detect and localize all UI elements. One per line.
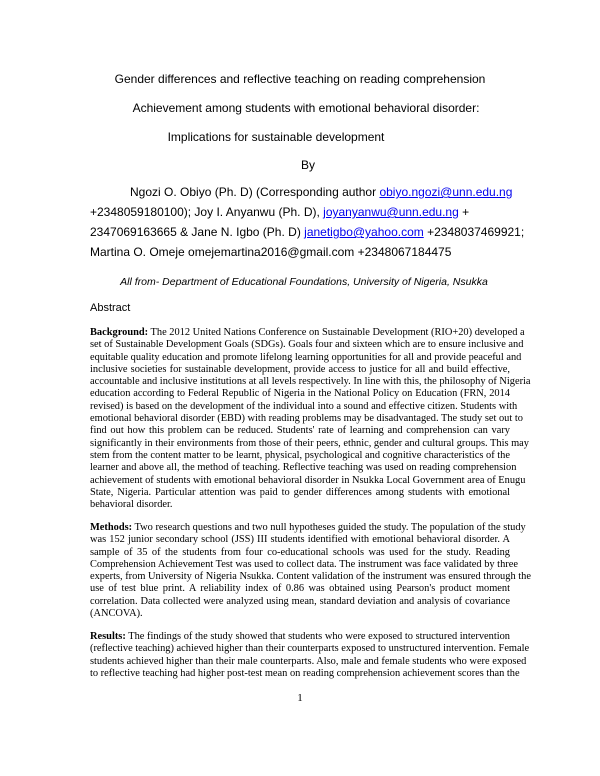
paragraph-line [90,558,518,571]
author-line-4: Martina O. Omeje omejemartina2016@gmail.com +2348067184475 [90,245,452,259]
abstract-heading: Abstract [90,302,131,314]
author-text: +2348059180100); Joy I. Anyanwu (Ph. D), [90,205,324,219]
line-text: (reflective teaching) achieved higher than their counterparts exposed to unstructured intervention. Female [90,643,530,655]
paragraph-line [90,596,510,608]
paragraph-line [90,608,510,620]
methods-paragraph [90,522,531,620]
paragraph-line [90,499,510,511]
author-line-2 [90,205,469,219]
paragraph-line [90,351,522,364]
paragraph-line [90,631,510,643]
paragraph-line [90,655,527,668]
author-text: 2347069163665 & Jane N. Igbo (Ph. D) [90,225,305,239]
line-text: education according to Federal Republic of Nigeria in the National Policy on Education (FRN, 2014 [90,388,510,400]
paragraph-line [90,667,520,680]
line-text: State, Nigeria. Particular attention was paid to gender differences among students with emotional [90,486,510,498]
paragraph-line [90,413,523,425]
paragraph-line [90,400,518,413]
line-text: accountable and inclusive institutions at all levels respectively. In line with this, the philosophy of Nigeria [90,376,531,388]
paragraph-line [90,571,531,583]
paragraph-line [90,388,510,400]
paragraph-line [90,522,526,534]
line-text: experts, from University of Nigeria Nsukka. Content validation of the instrument was ensured through the [90,571,531,583]
author-line-1 [130,185,512,199]
title-line-1: Gender differences and reflective teaching on reading comprehension [114,72,486,86]
email-link[interactable]: janetigbo@yahoo.com [304,225,424,239]
section-label: Background: [90,327,149,338]
line-text: stem from the content matter to be learnt, physical, psychological and cognitive characteristics of the [90,449,510,461]
line-text: Comprehension Achievement Test was used to collect data. The instrument was face validated by three [90,558,518,570]
paragraph-line [90,462,517,474]
line-text: was 152 junior secondary school (JSS) III students identified with emotional behavioral disorder. A [90,534,510,546]
line-text: equitable quality education and promote lifelong learning opportunities for all and provide peaceful and [90,351,522,363]
paragraph-line [90,583,510,595]
paragraph-line [90,450,510,462]
paragraph-line [90,327,525,339]
by-label: By [300,158,315,172]
section-label: Methods: [90,522,133,533]
title-line-2: Achievement among students with emotional behavioral disorder: [132,101,480,115]
line-text: students achieved higher than their male counterparts. Also, male and female students who were exposed [90,655,527,667]
line-text: emotional behavioral disorder (EBD) with reading problems may be disadvantaged. The study set out to [90,413,523,425]
paragraph-line [90,437,529,450]
line-text: The 2012 United Nations Conference on Sustainable Development (RIO+20) developed a [148,327,525,338]
affiliation: All from- Department of Educational Foundations, University of Nigeria, Nsukka [120,276,488,288]
paragraph-line [90,339,524,351]
line-text: revised) is based on the development of the individual into a sound and effective citizen. Students with [90,400,518,412]
line-text: The findings of the study showed that students who were exposed to structured intervention [125,631,510,642]
line-text: Two research questions and two null hypotheses guided the study. The population of the study [132,522,526,533]
line-text: (ANCOVA). [90,608,143,620]
background-paragraph [90,327,531,511]
paragraph-line [90,376,531,388]
line-text: behavioral disorder. [90,499,173,511]
paragraph-line [90,364,510,376]
line-text: sample of 35 of the students from four co-educational schools was used for the study. Reading [90,546,510,558]
email-link[interactable]: obiyo.ngozi@unn.edu.ng [379,185,513,199]
line-text: significantly in their environments from those of their peers, ethnic, gender and cultural groups. This may [90,437,529,449]
line-text: inclusive societies for sustainable development, provide access to justice for all and build effective, [90,363,510,375]
line-text: use of test blue print. A reliability index of 0.86 was obtained using Pearson's product moment [90,583,510,595]
title-line-3: Implications for sustainable development [167,130,385,144]
author-text: +2348037469921; [423,225,525,239]
paragraph-line [90,487,510,499]
author-text: + [458,205,470,219]
line-text: set of Sustainable Development Goals (SDGs). Goals four and sixteen which are to ensure inclusive and [90,339,524,351]
author-text: Ngozi O. Obiyo (Ph. D) (Corresponding author [130,185,380,199]
author-line-3 [90,225,524,239]
section-label: Results: [90,631,126,642]
paragraph-line [90,547,510,559]
paragraph-line [90,474,526,487]
line-text: to reflective teaching had higher post-test mean on reading comprehension achievement scores than the [90,667,520,679]
line-text: correlation. Data collected were analyzed using mean, standard deviation and analysis of covariance [90,595,510,607]
paragraph-line [90,643,530,655]
page-number: 1 [297,692,303,704]
email-link[interactable]: joyanyanwu@unn.edu.ng [323,205,459,219]
line-text: find out how this problem can be reduced. Students' rate of learning and comprehension can vary [90,425,510,437]
paragraph-line [90,425,510,437]
results-paragraph [90,631,530,680]
line-text: learner and above all, the method of teaching. Reflective teaching was used on reading comprehension [90,462,517,474]
paragraph-line [90,534,510,546]
line-text: achievement of students with emotional behavioral disorder in Nsukka Local Government area of Enugu [90,474,526,486]
